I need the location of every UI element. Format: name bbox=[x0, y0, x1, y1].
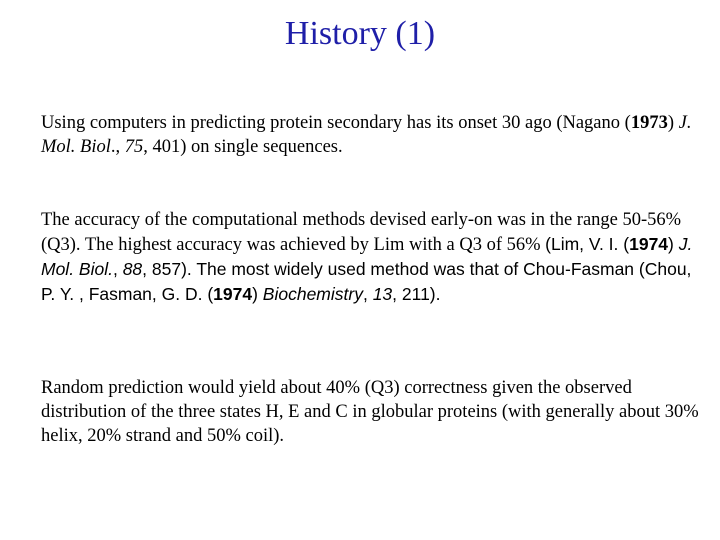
p2-text: The accuracy of the computational methods devised early-on was in the range 50-56% (Q3). The highest accuracy was achieved by Lim with a Q3 of 56% bbox=[41, 210, 682, 255]
p1-sep: ., bbox=[110, 137, 125, 157]
p1-volume: 75 bbox=[124, 137, 144, 157]
p2-lim-ref: (Lim, V. I. ( bbox=[545, 234, 630, 254]
p2-sep-2: , bbox=[362, 284, 373, 304]
p2-paren-close-1: ) bbox=[668, 234, 679, 254]
p1-journal: J. Mol. Biol bbox=[41, 113, 692, 157]
paragraph-accuracy bbox=[41, 208, 701, 307]
p2-volume-1: 88 bbox=[122, 259, 143, 279]
p2-journal-1: J. Mol. Biol. bbox=[41, 234, 693, 279]
p1-tail: , 401) on single sequences. bbox=[143, 137, 343, 157]
p1-paren-open: ( bbox=[624, 113, 631, 133]
p2-chou-fasman-text: , 857). The most widely used method was that of Chou-Fasman (Chou, P. Y. , Fasman, G. D. ( bbox=[41, 259, 692, 304]
p2-paren-close-2: ) bbox=[252, 284, 263, 304]
p2-journal-2: Biochemistry bbox=[262, 284, 363, 304]
paragraph-history-onset bbox=[41, 111, 701, 159]
p1-paren-close: ) bbox=[667, 113, 679, 133]
p1-text: Using computers in predicting protein secondary has its onset 30 ago (Nagano bbox=[41, 113, 625, 133]
slide-title: History (1) bbox=[284, 15, 436, 52]
p1-year: 1973 bbox=[630, 113, 668, 133]
p2-tail: , 211). bbox=[392, 284, 441, 304]
paragraph-random-prediction: Random prediction would yield about 40% (Q3) correctness given the observed distribution of the three states H, E and C in globular proteins (with generally about 30% helix, 20% strand and 50% coil). bbox=[41, 378, 699, 446]
p2-volume-2: 13 bbox=[372, 284, 393, 304]
p2-sep-1: , bbox=[112, 259, 123, 279]
p2-year-1: 1974 bbox=[629, 234, 669, 254]
p2-year-2: 1974 bbox=[213, 284, 253, 304]
